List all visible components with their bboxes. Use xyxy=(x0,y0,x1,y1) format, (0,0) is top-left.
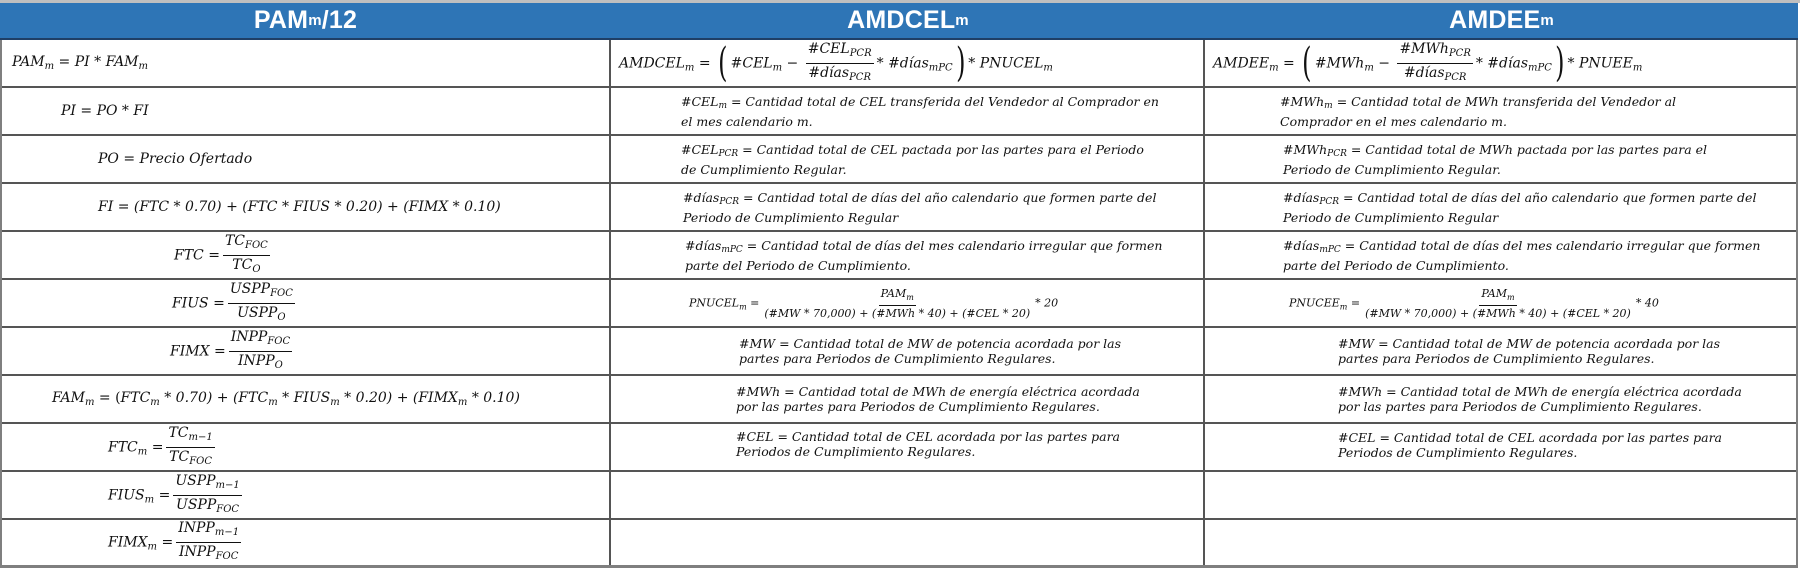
header-pam xyxy=(0,3,611,38)
header-amdee xyxy=(1205,3,1798,38)
cel-definition-ee: #CEL = Cantidad total de CEL acordada por las partes para Periodos de Cumplimiento Regulares. xyxy=(1338,430,1723,460)
cell-fimx-formula xyxy=(2,328,611,374)
cell-dias-pcr-def xyxy=(611,184,1205,230)
mw-definition-ee: #MW = Cantidad total de MW de potencia acordada por las partes para Periodos de Cumplimiento Regulares. xyxy=(1338,336,1721,366)
table-row xyxy=(2,40,1796,88)
fius-m-formula: $FIUS_m$ = $\frac{USPP_{m-1}}{USPP_{FOC}}$ xyxy=(108,472,240,515)
cell-mw-def xyxy=(611,328,1205,374)
cell-dias-mpc-def-ee xyxy=(1205,232,1796,278)
table-row xyxy=(2,424,1796,472)
header-pam-sub: m xyxy=(308,12,322,29)
cell-mwh-pcr-def xyxy=(1205,136,1796,182)
mwh-definition: #MWh = Cantidad total de MWh de energía eléctrica acordada por las partes para Periodos de Cumplimiento Regulares. xyxy=(736,384,1140,414)
header-amdee-sub: m xyxy=(1540,12,1554,29)
header-pam-suffix: /12 xyxy=(321,6,358,34)
cell-pnucel-formula xyxy=(611,280,1205,326)
cel-m-definition: $\#CEL_m$ = Cantidad total de CEL transferida del Vendedor al Comprador en el mes calendario m. xyxy=(681,93,1159,129)
amdcel-formula: $AMDCEL_m$ = ( $\#CEL_m$ − $\frac{\#CEL_{PCR}}{\#días_{PCR}}$ * #días$_{mPC}$) * $PNUCEL_m$ xyxy=(619,40,1053,86)
mwh-pcr-definition: #MWh$_{PCR}$ = Cantidad total de MWh pactada por las partes para el Periodo de Cumplimiento Regular. xyxy=(1283,141,1708,177)
cell-fius-formula xyxy=(2,280,611,326)
cell-amdee-formula xyxy=(1205,40,1796,86)
mwh-definition-ee: #MWh = Cantidad total de MWh de energía eléctrica acordada por las partes para Periodos de Cumplimiento Regulares. xyxy=(1338,384,1742,414)
ftc-formula: FTC = $\frac{TC_{FOC}}{TC_O}$ xyxy=(174,232,268,275)
header-amdcel-label: AMDCEL xyxy=(847,6,956,34)
cell-cel-def xyxy=(611,424,1205,470)
cell-fam-formula xyxy=(2,376,611,422)
empty-cell xyxy=(611,520,1205,565)
cel-definition: #CEL = Cantidad total de CEL acordada por las partes para Periodos de Cumplimiento Regulares. xyxy=(736,429,1121,459)
cell-cel-def-ee xyxy=(1205,424,1796,470)
table-row xyxy=(2,328,1796,376)
header-pam-label: PAM xyxy=(253,6,309,34)
cell-dias-mpc-def xyxy=(611,232,1205,278)
cell-fi-formula xyxy=(2,184,611,230)
table-row xyxy=(2,520,1796,568)
cell-amdcel-formula xyxy=(611,40,1205,86)
table-row xyxy=(2,88,1796,136)
cell-po-def xyxy=(2,136,611,182)
fi-formula: FI = (FTC * 0.70) + (FTC * FIUS * 0.20) + (FIMX * 0.10) xyxy=(98,199,501,215)
pi-formula: PI = PO * FI xyxy=(61,103,149,119)
table-row xyxy=(2,136,1796,184)
empty-cell xyxy=(611,472,1205,518)
dias-mpc-definition: #días$_{mPC}$ = Cantidad total de días del mes calendario irregular que formen parte del Periodo de Cumplimiento. xyxy=(685,237,1163,273)
table-row xyxy=(2,376,1796,424)
cell-cel-pcr-def xyxy=(611,136,1205,182)
cell-ftc-m-formula xyxy=(2,424,611,470)
cell-mwh-def xyxy=(611,376,1205,422)
empty-cell xyxy=(1205,520,1796,565)
fius-formula: FIUS = $\frac{USPP_{FOC}}{USPP_O}$ xyxy=(172,280,293,323)
cell-pnucee-formula xyxy=(1205,280,1796,326)
po-definition: PO = Precio Ofertado xyxy=(98,151,253,167)
header-amdcel xyxy=(611,3,1205,38)
cell-pi-formula xyxy=(2,88,611,134)
formula-table xyxy=(0,40,1798,568)
ftc-m-formula: $FTC_m$ = $\frac{TC_{m-1}}{TC_{FOC}}$ xyxy=(108,424,213,467)
dias-mpc-definition-ee: #días$_{mPC}$ = Cantidad total de días del mes calendario irregular que formen parte del Periodo de Cumplimiento. xyxy=(1283,237,1761,273)
dias-pcr-definition-ee: #días$_{PCR}$ = Cantidad total de días del año calendario que formen parte del Periodo de Cumplimiento Regular xyxy=(1283,189,1757,225)
mwh-m-definition: #MWh$_m$ = Cantidad total de MWh transferida del Vendedor al Comprador en el mes calendario m. xyxy=(1280,93,1677,129)
pnucel-formula: $PNUCEL_m$ = $\frac{PAM_m}{\text{(\#MW * 70,000) + (\#MWh * 40) + (\#CEL * 20)}}$ * 20 xyxy=(689,286,1059,320)
header-amdee-label: AMDEE xyxy=(1449,6,1541,34)
cell-fius-m-formula xyxy=(2,472,611,518)
cell-mw-def-ee xyxy=(1205,328,1796,374)
fam-formula: $FAM_m = (FTC_m * 0.70) + (FTC_m$ * $FIUS_m * 0.20$) + $(FIMX_m * 0.10)$ xyxy=(52,390,520,408)
cel-pcr-definition: $\#CEL_{PCR}$ = Cantidad total de CEL pactada por las partes para el Periodo de Cumplimiento Regular. xyxy=(681,141,1144,177)
fimx-formula: FIMX = $\frac{INPP_{FOC}}{INPP_O}$ xyxy=(170,328,291,371)
dias-pcr-definition: #días$_{PCR}$ = Cantidad total de días del año calendario que formen parte del Periodo de Cumplimiento Regular xyxy=(683,189,1157,225)
mw-definition: #MW = Cantidad total de MW de potencia acordada por las partes para Periodos de Cumplimiento Regulares. xyxy=(739,336,1122,366)
amdee-formula: $AMDEE_m$ = ( #MWh$_m$ − $\frac{\#MWh_{PCR}}{\#días_{PCR}}$ * #días$_{mPC}$) * $PNUEE_m$ xyxy=(1213,40,1643,86)
table-row xyxy=(2,472,1796,520)
cell-mwh-def-ee xyxy=(1205,376,1796,422)
cell-fimx-m-formula xyxy=(2,520,611,565)
table-row xyxy=(2,232,1796,280)
cell-dias-pcr-def-ee xyxy=(1205,184,1796,230)
cell-ftc-formula xyxy=(2,232,611,278)
table-row xyxy=(2,184,1796,232)
fimx-m-formula: $FIMX_m$ = $\frac{INPP_{m-1}}{INPP_{FOC}}$ xyxy=(108,520,240,562)
cell-pam-formula xyxy=(2,40,611,86)
pam-formula: $PAM_m$ = PI * $FAM_m$ xyxy=(12,54,148,72)
empty-cell xyxy=(1205,472,1796,518)
pnucee-formula: $PNUCEE_m$ = $\frac{PAM_m}{\text{(\#MW * 70,000) + (\#MWh * 40) + (\#CEL * 20)}}$ * 40 xyxy=(1289,286,1659,320)
table-row xyxy=(2,280,1796,328)
cell-cel-m-def xyxy=(611,88,1205,134)
table-header xyxy=(0,3,1798,40)
cell-mwh-m-def xyxy=(1205,88,1796,134)
header-amdcel-sub: m xyxy=(955,12,969,29)
